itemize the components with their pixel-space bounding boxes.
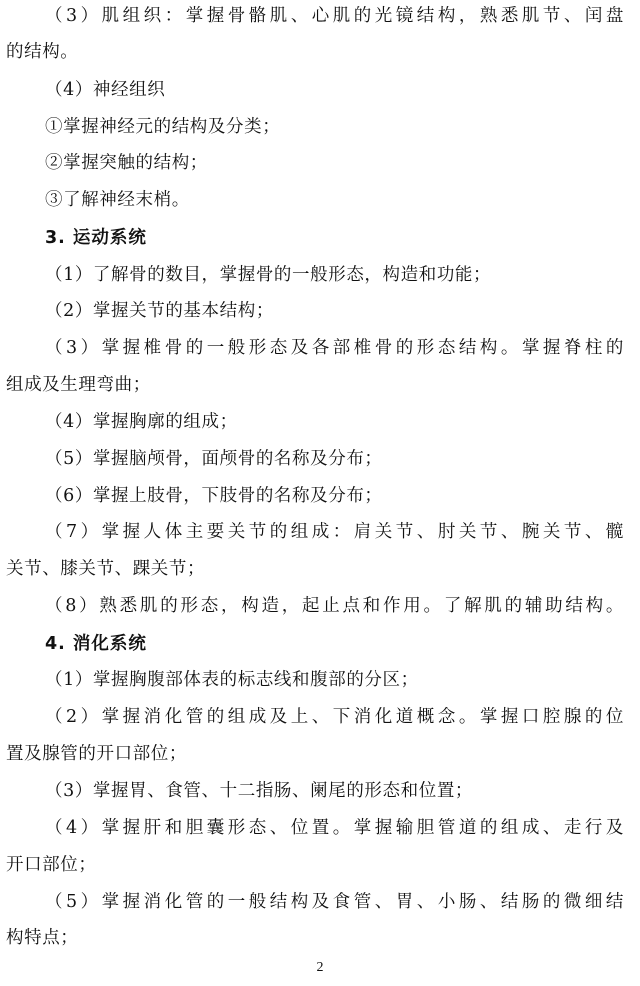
text-line: （7）掌握人体主要关节的组成：肩关节、肘关节、腕关节、髋 <box>45 522 624 542</box>
text-line: （2）掌握关节的基本结构； <box>45 301 274 321</box>
text-line: ②掌握突触的结构； <box>45 153 208 173</box>
text-line: （1）了解骨的数目，掌握骨的一般形态，构造和功能； <box>45 265 492 285</box>
text-line: （1）掌握胸腹部体表的标志线和腹部的分区； <box>45 670 419 690</box>
text-line: （3）掌握椎骨的一般形态及各部椎骨的形态结构。掌握脊柱的 <box>45 338 624 358</box>
text-line: （4）掌握胸廓的组成； <box>45 412 238 432</box>
text-line: （8）熟悉肌的形态，构造，起止点和作用。了解肌的辅助结构。 <box>45 596 624 616</box>
text-line: （4）掌握肝和胆囊形态、位置。掌握输胆管道的组成、走行及 <box>45 818 624 838</box>
text-line: 开口部位； <box>6 855 97 875</box>
text-line: （6）掌握上肢骨，下肢骨的名称及分布； <box>45 486 383 506</box>
text-line: （4）神经组织 <box>45 80 166 100</box>
text-line: 关节、膝关节、踝关节； <box>6 559 206 579</box>
section-heading: 3. 运动系统 <box>45 228 147 248</box>
text-line: 组成及生理弯曲； <box>6 375 151 395</box>
text-line: （2）掌握消化管的组成及上、下消化道概念。掌握口腔腺的位 <box>45 707 624 727</box>
page-number: 2 <box>316 960 324 975</box>
text-line: 构特点； <box>6 928 79 948</box>
text-line: 置及腺管的开口部位； <box>6 744 187 764</box>
text-line: （3）掌握胃、食管、十二指肠、阑尾的形态和位置； <box>45 781 474 801</box>
section-heading: 4. 消化系统 <box>45 634 147 654</box>
text-line: （5）掌握脑颅骨，面颅骨的名称及分布； <box>45 449 383 469</box>
text-line: ③了解神经末梢。 <box>45 190 190 210</box>
text-line: ①掌握神经元的结构及分类； <box>45 117 281 137</box>
text-line: （5）掌握消化管的一般结构及食管、胃、小肠、结肠的微细结 <box>45 892 624 912</box>
text-line: 的结构。 <box>6 42 79 62</box>
text-line: （3）肌组织：掌握骨骼肌、心肌的光镜结构，熟悉肌节、闰盘 <box>45 6 624 26</box>
